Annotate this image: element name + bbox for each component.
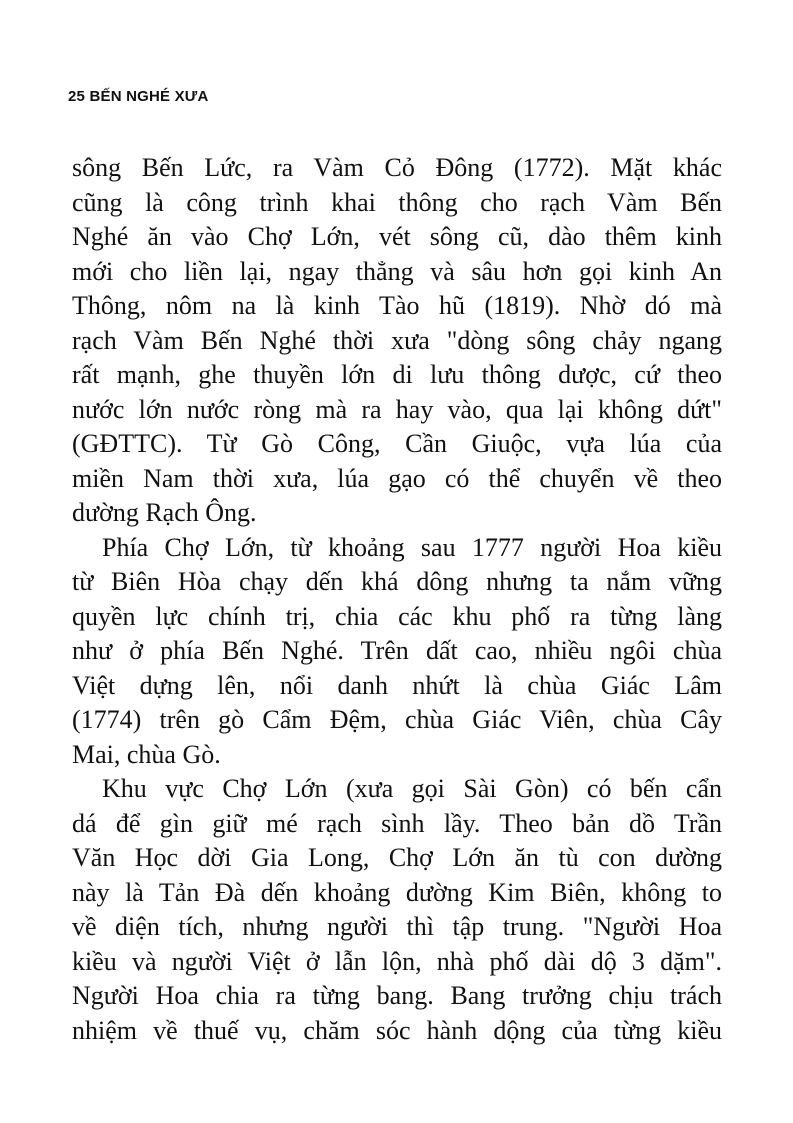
text-line: như ở phía Bến Nghé. Trên dất cao, nhiều ngôi chùa	[72, 636, 722, 665]
text-line: Phía Chợ Lớn, từ khoảng sau 1777 người Hoa kiều	[102, 532, 722, 562]
text-line: từ Biên Hòa chạy dến khá dông nhưng ta nắm vững	[72, 567, 722, 596]
text-line: miền Nam thời xưa, lúa gạo có thể chuyển về theo	[72, 463, 722, 493]
text-line: mới cho liền lại, ngay thẳng và sâu hơn gọi kinh An	[72, 256, 722, 286]
body-text	[72, 151, 722, 1048]
text-line: dường Rạch Ông.	[72, 498, 257, 527]
text-line: cũng là công trình khai thông cho rạch Vàm Bến	[72, 187, 722, 217]
text-line: sông Bến Lức, ra Vàm Cỏ Đông (1772). Mặt khác	[72, 153, 722, 182]
running-header: 25 BẾN NGHÉ XƯA	[68, 88, 209, 105]
text-line: Nghé ăn vào Chợ Lớn, vét sông cũ, dào thêm kinh	[72, 222, 722, 251]
text-line: (GĐTTC). Từ Gò Công, Cần Giuộc, vựa lúa của	[72, 429, 722, 458]
text-line: Văn Học dời Gia Long, Chợ Lớn ăn tù con dường	[72, 843, 722, 872]
text-line: này là Tản Đà dến khoảng dường Kim Biên, không to	[72, 877, 722, 907]
text-line: nước lớn nước ròng mà ra hay vào, qua lại không dứt"	[72, 394, 722, 424]
text-line: Thông, nôm na là kinh Tào hũ (1819). Nhờ dó mà	[72, 291, 722, 320]
text-line: (1774) trên gò Cẩm Đệm, chùa Giác Viên, chùa Cây	[72, 705, 722, 734]
text-line: rất mạnh, ghe thuyền lớn di lưu thông dược, cứ theo	[72, 360, 722, 389]
text-line: rạch Vàm Bến Nghé thời xưa "dòng sông chảy ngang	[72, 325, 722, 355]
text-line: nhiệm về thuế vụ, chăm sóc hành dộng của từng kiều	[72, 1015, 722, 1045]
text-line: Khu vực Chợ Lớn (xưa gọi Sài Gòn) có bến cẩn	[102, 774, 722, 803]
text-line: Việt dựng lên, nổi danh nhứt là chùa Giác Lâm	[72, 670, 722, 700]
text-line: dá để gìn giữ mé rạch sình lầy. Theo bản dồ Trần	[72, 808, 722, 838]
text-line: về diện tích, nhưng người thì tập trung. "Người Hoa	[72, 912, 722, 941]
text-line: quyền lực chính trị, chia các khu phố ra từng làng	[72, 601, 722, 631]
text-line: Người Hoa chia ra từng bang. Bang trưởng chịu trách	[72, 981, 722, 1010]
text-line: kiều và người Việt ở lẫn lộn, nhà phố dài dộ 3 dặm".	[72, 946, 722, 976]
text-line: Mai, chùa Gò.	[72, 739, 221, 769]
